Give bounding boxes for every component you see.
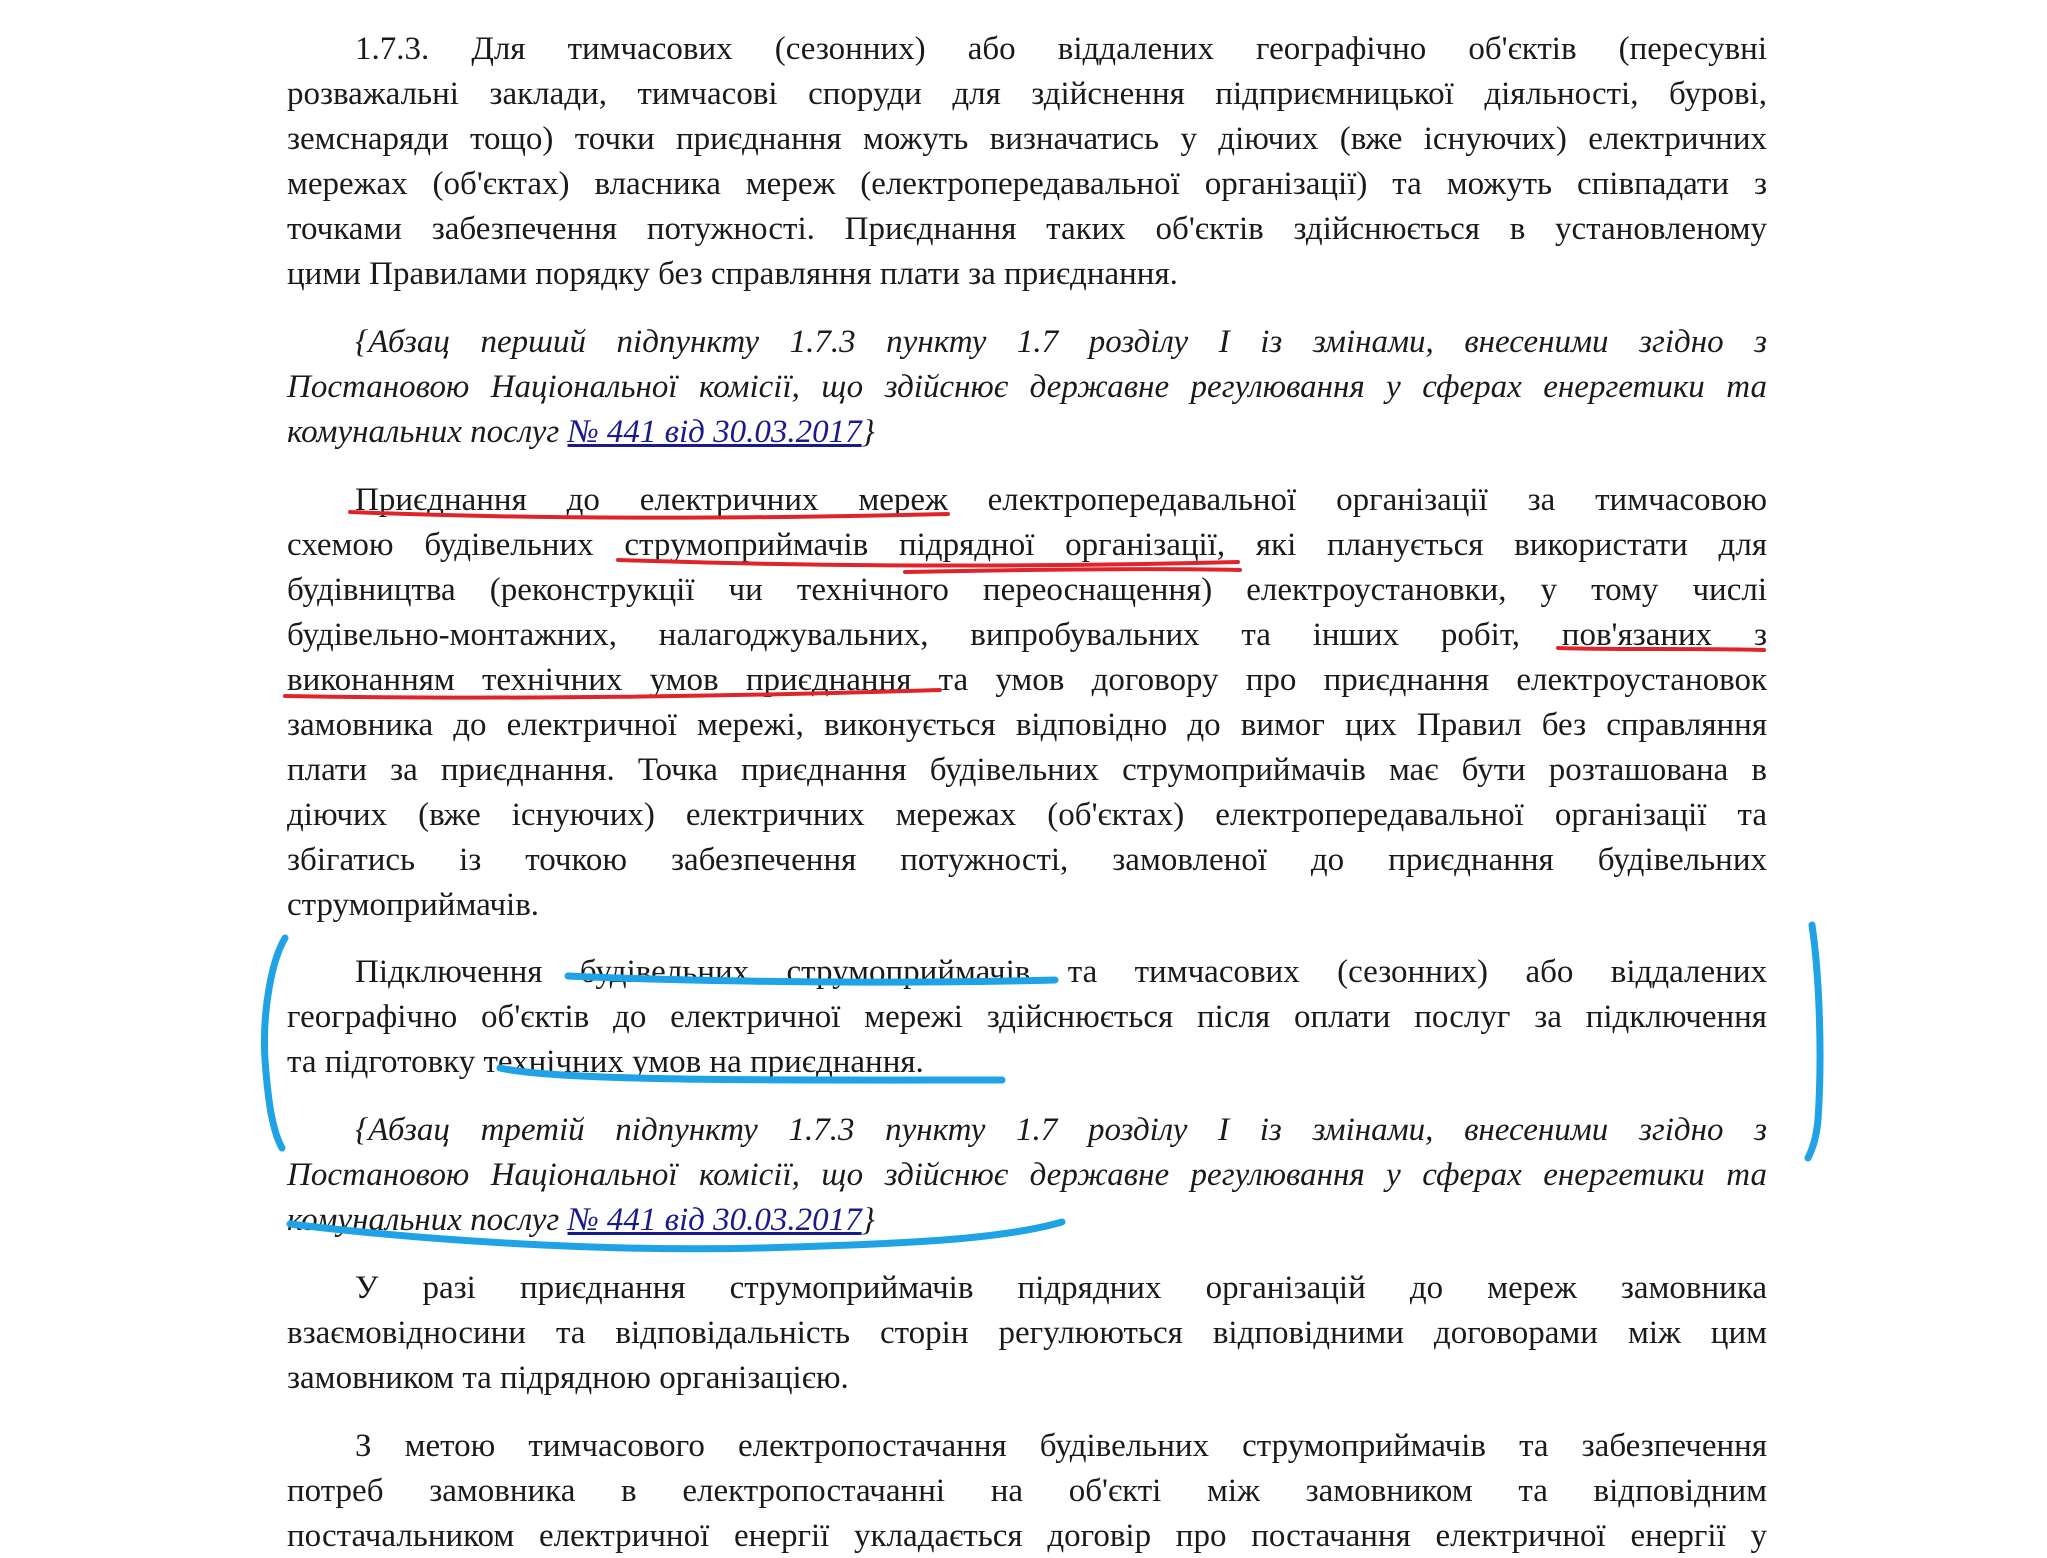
text-line — [287, 410, 1767, 454]
blue-bracket-left — [264, 938, 285, 1148]
note-suffix: } — [861, 414, 875, 450]
text-line: струмоприймачів. — [287, 887, 540, 923]
text-line: будівництва (реконструкції чи технічного переоснащення) електроустановки, у тому числі — [287, 572, 1767, 608]
note-suffix: } — [861, 1202, 875, 1238]
text-line: постачальником електричної енергії укладається договір про постачання електричної енергії у — [287, 1518, 1767, 1554]
text-line: розважальні заклади, тимчасові споруди для здійснення підприємницької діяльності, бурові, — [287, 76, 1767, 112]
text-line: Підключення будівельних струмоприймачів та тимчасових (сезонних) або віддалених — [355, 954, 1767, 990]
text-line: замовника до електричної мережі, виконується відповідно до вимог цих Правил без справляння — [287, 707, 1767, 743]
text-line: точками забезпечення потужності. Приєднання таких об'єктів здійснюється в установленому — [287, 211, 1767, 247]
text-line: збігатись із точкою забезпечення потужності, замовленої до приєднання будівельних — [287, 842, 1767, 878]
blue-bracket-right — [1808, 925, 1820, 1158]
text-line — [287, 1198, 1767, 1242]
text-line: взаємовідносини та відповідальність сторін регулюються відповідними договорами між цим — [287, 1315, 1767, 1351]
text-line: З метою тимчасового електропостачання будівельних струмоприймачів та забезпечення — [355, 1428, 1767, 1464]
text-line: Постановою Національної комісії, що здійснює державне регулювання у сферах енергетики та — [287, 1157, 1767, 1193]
text-line: виконанням технічних умов приєднання та умов договору про приєднання електроустановок — [287, 662, 1767, 698]
note-prefix: комунальних послуг — [287, 1202, 568, 1238]
resolution-link[interactable]: № 441 від 30.03.2017 — [567, 414, 862, 450]
text-line: 1.7.3. Для тимчасових (сезонних) або віддалених географічно об'єктів (пересувні — [355, 31, 1767, 67]
text-line: та підготовку технічних умов на приєднання. — [287, 1044, 924, 1080]
text-line: замовником та підрядною організацією. — [287, 1360, 849, 1396]
text-line: схемою будівельних струмоприймачів підрядної організації, які планується використати для — [287, 527, 1767, 563]
text-line: {Абзац перший підпункту 1.7.3 пункту 1.7 розділу I із змінами, внесеними згідно з — [355, 324, 1767, 360]
note-prefix: комунальних послуг — [287, 414, 568, 450]
text-line: цими Правилами порядку без справляння плати за приєднання. — [287, 256, 1178, 292]
text-line: потреб замовника в електропостачанні на об'єкті між замовником та відповідним — [287, 1473, 1767, 1509]
text-line: плати за приєднання. Точка приєднання будівельних струмоприймачів має бути розташована в — [287, 752, 1767, 788]
text-line: У разі приєднання струмоприймачів підрядних організацій до мереж замовника — [355, 1270, 1767, 1306]
text-line: діючих (вже існуючих) електричних мережах (об'єктах) електропередавальної організації та — [287, 797, 1767, 833]
text-line: мережах (об'єктах) власника мереж (електропередавальної організації) та можуть співпадати з — [287, 166, 1767, 202]
text-line: {Абзац третій підпункту 1.7.3 пункту 1.7 розділу I із змінами, внесеними згідно з — [355, 1112, 1767, 1148]
text-line: Постановою Національної комісії, що здійснює державне регулювання у сферах енергетики та — [287, 369, 1767, 405]
text-line: географічно об'єктів до електричної мережі здійснюється після оплати послуг за підключення — [287, 999, 1767, 1035]
text-line: будівельно-монтажних, налагоджувальних, випробувальних та інших робіт, пов'язаних з — [287, 617, 1767, 653]
text-line: Приєднання до електричних мереж електропередавальної організації за тимчасовою — [355, 482, 1767, 518]
text-line: земснаряди тощо) точки приєднання можуть визначатись у діючих (вже існуючих) електричних — [287, 121, 1767, 157]
resolution-link[interactable]: № 441 від 30.03.2017 — [567, 1202, 862, 1238]
